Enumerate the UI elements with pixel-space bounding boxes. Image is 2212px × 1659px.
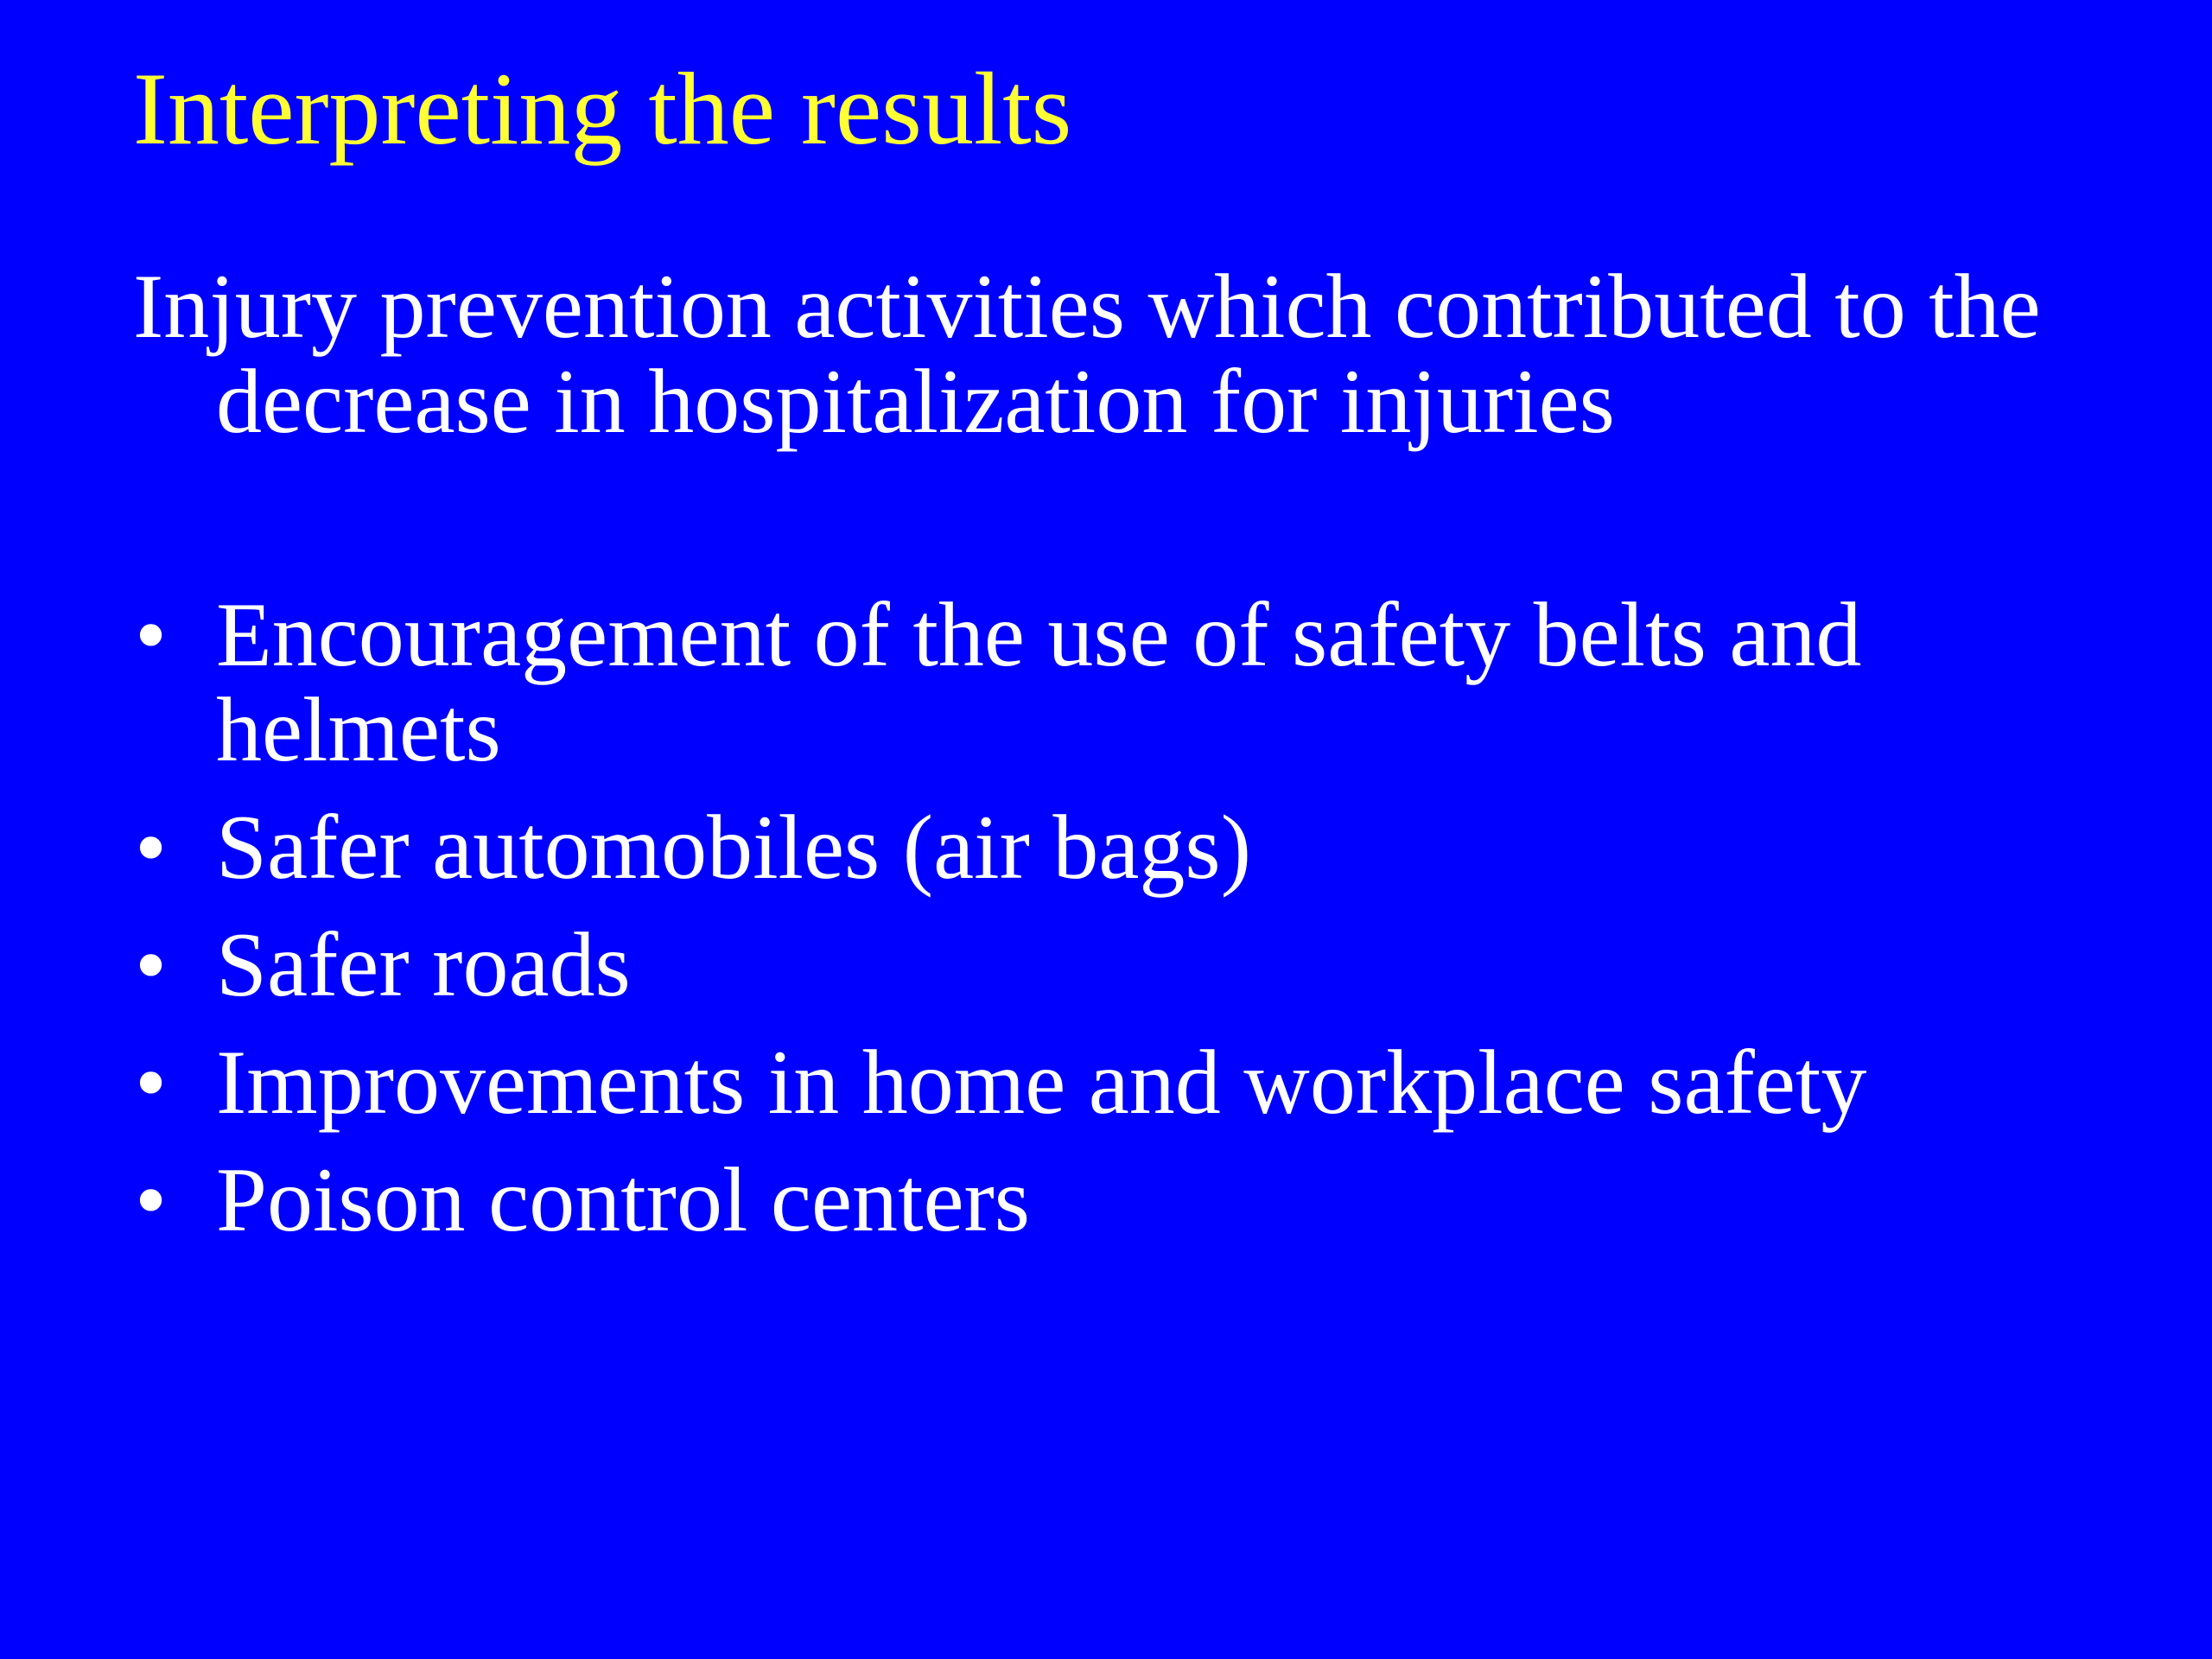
bullet-icon: • (135, 797, 168, 898)
list-item-text: Encouragement of the use of safety belts and helmets (216, 584, 1862, 780)
bullet-icon: • (135, 584, 168, 685)
list-item (133, 1149, 2103, 1250)
intro-paragraph: Injury prevention activities which contributed to the decrease in hospitalization for injuries (133, 256, 2041, 452)
list-item (133, 584, 2103, 780)
slide-title: Interpreting the results (133, 51, 1072, 166)
list-item-text: Safer roads (216, 914, 631, 1015)
list-item (133, 1032, 2103, 1133)
bullet-icon: • (135, 914, 168, 1015)
bullet-icon: • (135, 1149, 168, 1250)
list-item (133, 914, 2103, 1015)
list-item-text: Improvements in home and workplace safety (216, 1032, 1867, 1133)
list-item (133, 797, 2103, 898)
bullet-icon: • (135, 1032, 168, 1133)
list-item-text: Poison control centers (216, 1149, 1031, 1250)
list-item-text: Safer automobiles (air bags) (216, 797, 1251, 898)
bullet-list (133, 584, 2103, 1270)
